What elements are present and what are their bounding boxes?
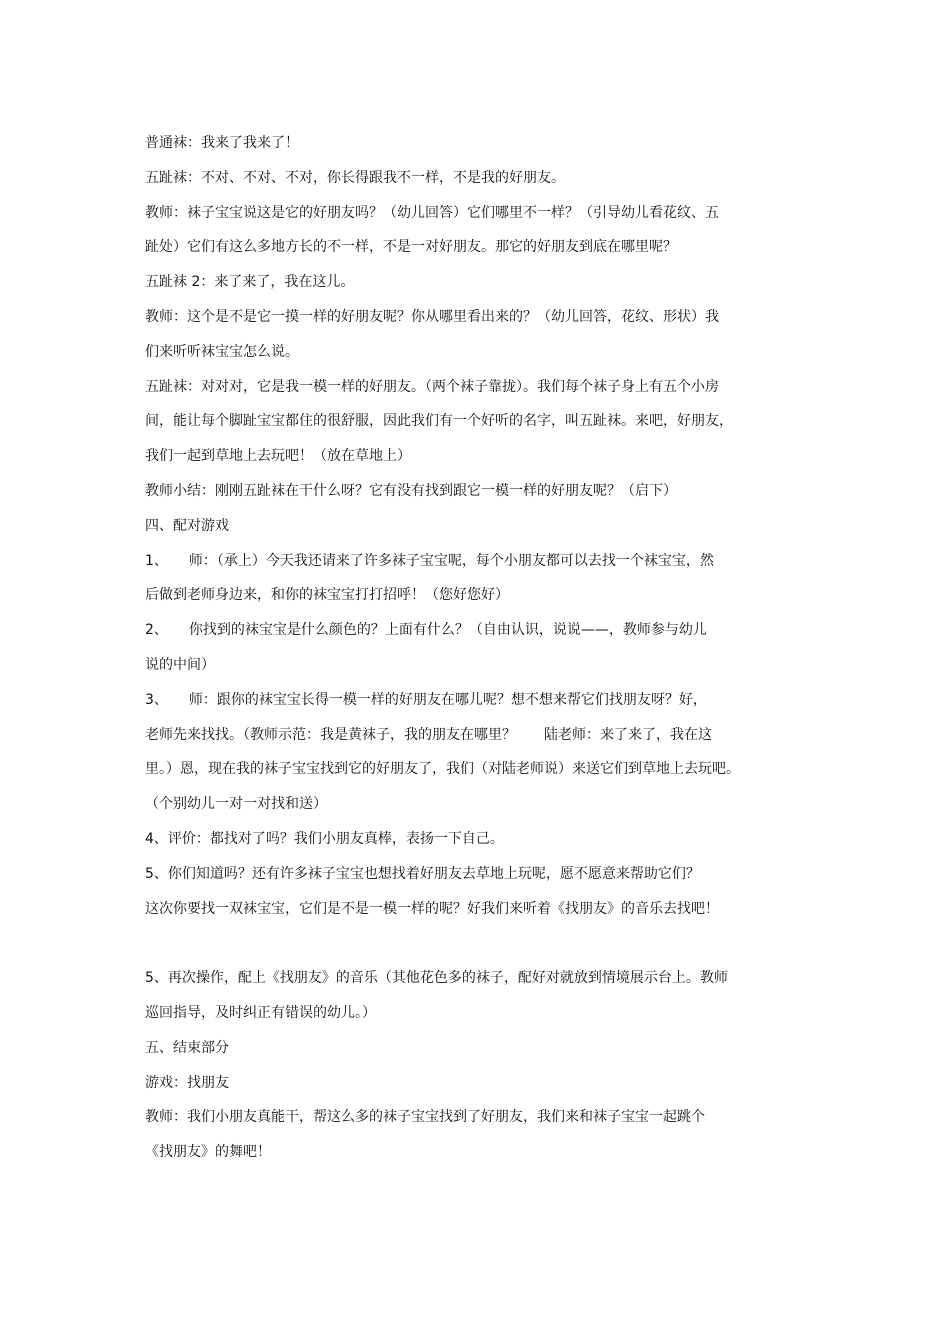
text-line: 《找朋友》的舞吧！: [145, 1144, 271, 1161]
text-line: 这次你要找一双袜宝宝，它们是不是一模一样的呢？好我们来听着《找朋友》的音乐去找吧！: [145, 900, 719, 917]
blank-line: [145, 926, 825, 961]
text-line: 间，能让每个脚趾宝宝都住的很舒服，因此我们有一个好听的名字，叫五趾袜。来吧，好朋友，: [145, 413, 733, 430]
text-line: 我们一起到草地上去玩吧！（放在草地上）: [145, 448, 411, 465]
text-line: 5、你们知道吗？还有许多袜子宝宝也想找着好朋友去草地上玩呢，愿不愿意来帮助它们？: [145, 865, 700, 882]
text-line: 巡回指导，及时纠正有错误的幼儿。）: [145, 1004, 376, 1021]
text-line: 4、评价：都找对了吗？我们小朋友真棒，表扬一下自己。: [145, 830, 504, 847]
text-line: 5、再次操作，配上《找朋友》的音乐（其他花色多的袜子，配好对就放到情境展示台上。教师: [145, 970, 728, 987]
text-line: 们来听听袜宝宝怎么说。: [145, 343, 299, 360]
document-page: [145, 126, 825, 1170]
section-heading: 五、结束部分: [145, 1039, 229, 1056]
text-line: 老师先来找找。（教师示范：我是黄袜子，我的朋友在哪里？ 陆老师：来了来了，我在这: [145, 726, 712, 743]
text-line: 后做到老师身边来，和你的袜宝宝打打招呼！（您好您好）: [145, 587, 509, 604]
section-heading: 四、配对游戏: [145, 517, 229, 534]
text-line: 3、 师：跟你的袜宝宝长得一模一样的好朋友在哪儿呢？想不想来帮它们找朋友呀？好，: [145, 691, 707, 708]
text-line: 五趾袜 2：来了来了，我在这儿。: [145, 274, 355, 291]
text-line: 教师小结：刚刚五趾袜在干什么呀？它有没有找到跟它一模一样的好朋友呢？（启下）: [145, 482, 677, 499]
text-line: 五趾袜：对对对，它是我一模一样的好朋友。（两个袜子靠拢）。我们每个袜子身上有五个小房: [145, 378, 719, 395]
text-line: 普通袜：我来了我来了！: [145, 135, 299, 151]
text-line: 教师：我们小朋友真能干，帮这么多的袜子宝宝找到了好朋友，我们来和袜子宝宝一起跳个: [145, 1109, 705, 1126]
text-line: （个别幼儿一对一对找和送）: [145, 796, 327, 813]
text-line: 1、 师：（承上）今天我还请来了许多袜子宝宝呢，每个小朋友都可以去找一个袜宝宝，然: [145, 552, 714, 569]
text-line: 说的中间）: [145, 656, 215, 673]
text-line: 教师：袜子宝宝说这是它的好朋友吗？（幼儿回答）它们哪里不一样？（引导幼儿看花纹、五: [145, 204, 719, 221]
text-line: 教师：这个是不是它一摸一样的好朋友呢？你从哪里看出来的？（幼儿回答，花纹、形状）我: [145, 308, 719, 325]
text-line: 里。）恩，现在我的袜子宝宝找到它的好朋友了，我们（对陆老师说）来送它们到草地上去玩吧。: [145, 761, 740, 778]
text-line: 游戏：找朋友: [145, 1074, 229, 1091]
text-line: 趾处）它们有这么多地方长的不一样，不是一对好朋友。那它的好朋友到底在哪里呢？: [145, 239, 677, 256]
text-line: 2、 你找到的袜宝宝是什么颜色的？上面有什么？（自由认识，说说——，教师参与幼儿: [145, 622, 707, 639]
text-line: 五趾袜：不对、不对、不对，你长得跟我不一样，不是我的好朋友。: [145, 169, 565, 186]
